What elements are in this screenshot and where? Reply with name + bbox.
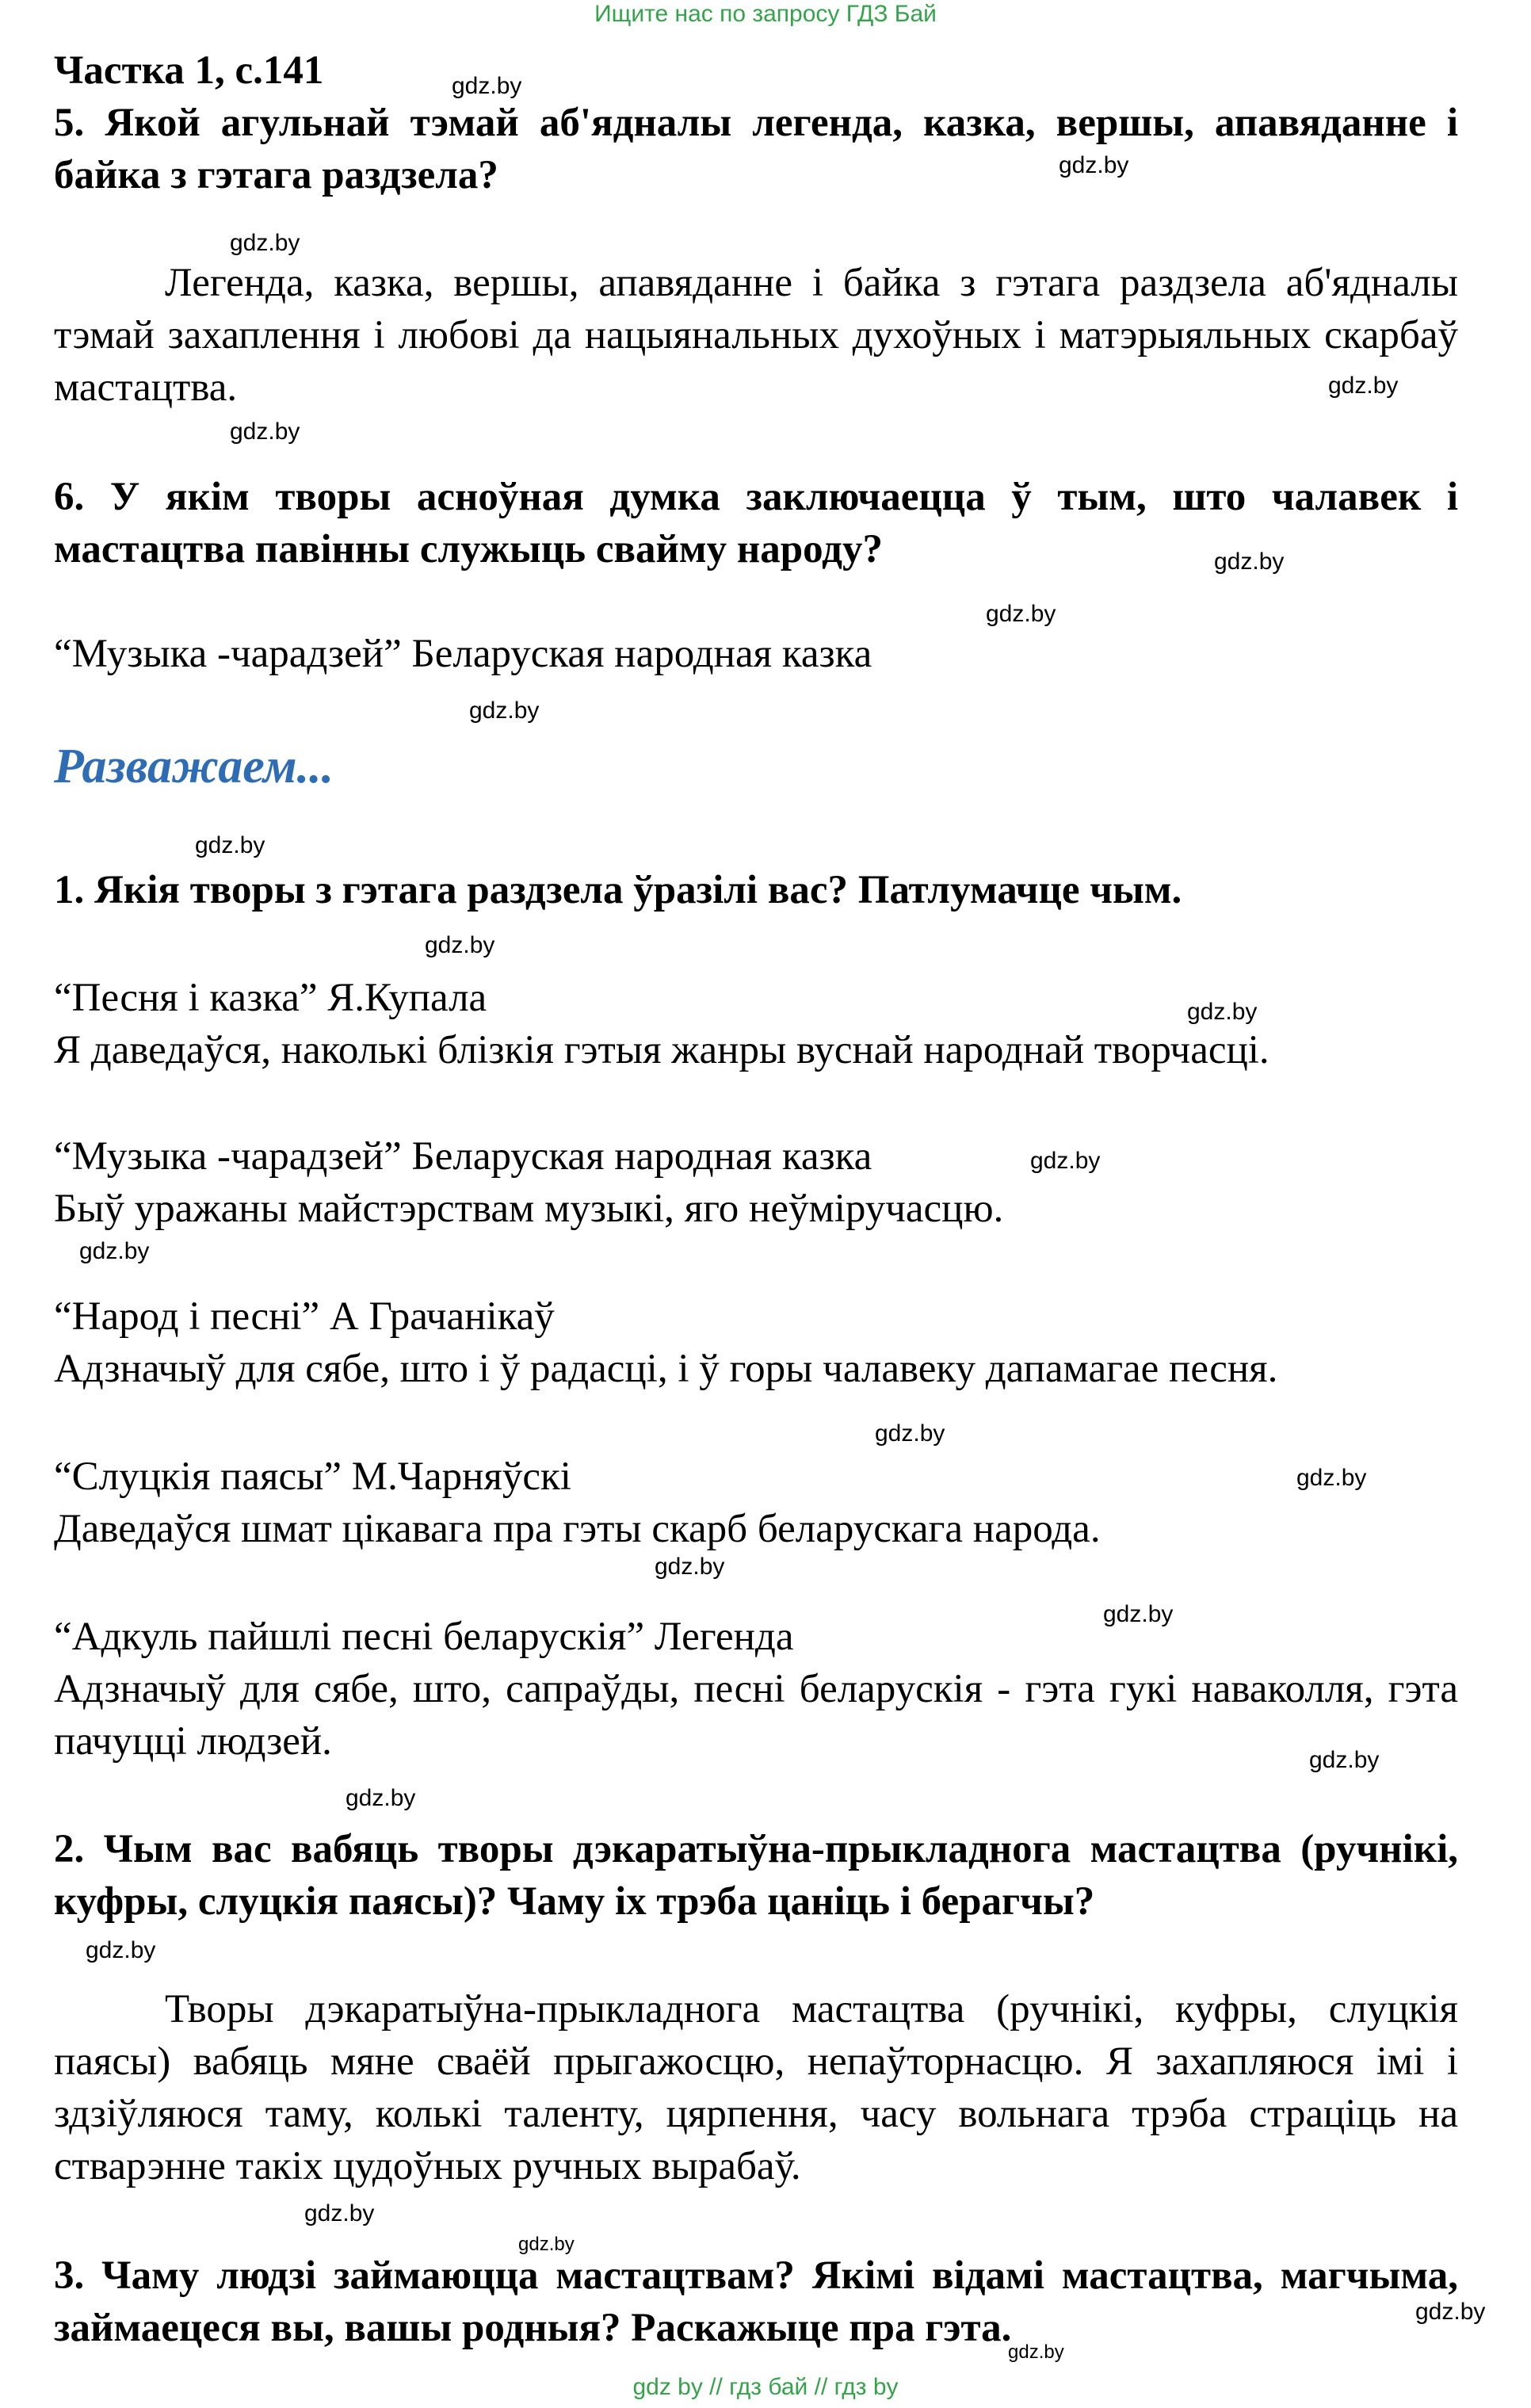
work-title: “Песня і казка” Я.Купала	[54, 976, 487, 1020]
discussion-question-3: 3. Чаму людзі займаюцца мастацтвам? Якімі відамі мастацтва, магчыма, займаецеся вы, вашы родныя? Раскажыце пра гэта.	[54, 2253, 1458, 2350]
discussion-answer-2: Творы дэкаратыўна-прыкладнога мастацтва (ручнікі, куфры, слуцкія паясы) вабяць мяне сваёй прыгажосцю, непаўторнасцю. Я захапляюся імі і здзіўляюся таму, колькі таленту, цярпення, часу вольнага трэба страціць на стварэнне такіх цудоўных ручных вырабаў.	[54, 1987, 1458, 2188]
watermark: gdz.by	[1059, 152, 1129, 178]
work-comment: Быў уражаны майстэрствам музыкі, яго неўміручасцю.	[54, 1187, 1004, 1231]
watermark: gdz.by	[1309, 1747, 1380, 1773]
watermark: gdz.by	[86, 1937, 156, 1963]
watermark: gdz.by	[1030, 1148, 1101, 1174]
watermark: gdz.by	[230, 230, 300, 256]
watermark: gdz.by	[1008, 2341, 1064, 2363]
answer-6: “Музыка -чарадзей” Беларуская народная казка	[54, 632, 872, 676]
watermark: gdz.by	[1415, 2299, 1486, 2325]
work-comment: Я даведаўся, наколькі блізкія гэтыя жанры вуснай народнай творчасці.	[54, 1028, 1269, 1072]
watermark: gdz.by	[230, 419, 300, 445]
work-title: “Слуцкія паясы” М.Чарняўскі	[54, 1454, 571, 1499]
watermark: gdz.by	[1214, 548, 1285, 575]
watermark: gdz.by	[875, 1420, 945, 1447]
watermark: gdz.by	[469, 698, 540, 724]
work-title: “Адкуль пайшлі песні беларускія” Легенда	[54, 1615, 794, 1659]
watermark: gdz.by	[1103, 1601, 1174, 1627]
discussion-question-2: 2. Чым вас вабяць творы дэкаратыўна-прыкладнога мастацтва (ручнікі, куфры, слуцкія паясы)? Чаму іх трэба цаніць і берагчы?	[54, 1827, 1458, 1924]
discussion-question-1: 1. Якія творы з гэтага раздзела ўразілі вас? Патлумачце чым.	[54, 868, 1182, 912]
watermark: gdz.by	[1328, 373, 1399, 399]
work-title: “Народ і песні” А Грачанікаў	[54, 1294, 555, 1339]
watermark: gdz.by	[452, 73, 522, 99]
watermark: gdz.by	[1187, 999, 1258, 1025]
work-comment: Адзначыў для сябе, што і ў радасці, і ў горы чалавеку дапамагае песня.	[54, 1347, 1278, 1391]
watermark: gdz.by	[655, 1554, 725, 1580]
watermark: gdz.by	[1296, 1465, 1367, 1491]
watermark: gdz.by	[986, 601, 1056, 627]
work-comment: Даведаўся шмат цікавага пра гэты скарб беларускага народа.	[54, 1507, 1101, 1551]
top-banner: Ищите нас по запросу ГДЗ Бай	[594, 1, 937, 27]
watermark: gdz.by	[79, 1238, 150, 1264]
watermark: gdz.by	[346, 1785, 416, 1811]
question-5: 5. Якой агульнай тэмай аб'ядналы легенда, казка, вершы, апавяданне і байка з гэтага раздзела?	[54, 101, 1458, 197]
question-6: 6. У якім творы асноўная думка заключаецца ў тым, што чалавек і мастацтва павінны служыць свайму народу?	[54, 475, 1458, 571]
watermark: gdz.by	[425, 932, 495, 958]
page-reference: Частка 1, с.141	[54, 48, 324, 93]
section-title: Разважаем...	[54, 740, 334, 793]
work-title: “Музыка -чарадзей” Беларуская народная казка	[54, 1134, 872, 1179]
bottom-banner: gdz by // гдз бай // гдз by	[632, 2374, 899, 2400]
watermark: gdz.by	[304, 2200, 375, 2226]
watermark: gdz.by	[518, 2234, 575, 2255]
watermark: gdz.by	[195, 832, 265, 858]
work-comment: Адзначыў для сябе, што, сапраўды, песні беларускія - гэта гукі наваколля, гэта пачуцці людзей.	[54, 1667, 1458, 1764]
answer-5: Легенда, казка, вершы, апавяданне і байка з гэтага раздзела аб'ядналы тэмай захаплення і любові да нацыянальных духоўных і матэрыяльных скарбаў мастацтва.	[54, 261, 1458, 410]
